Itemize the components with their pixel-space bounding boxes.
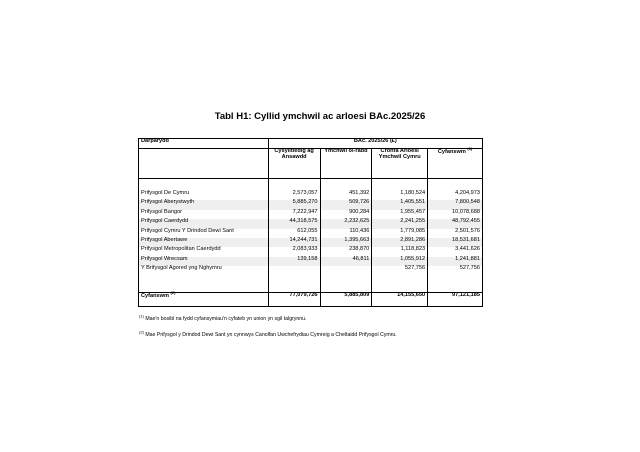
table-row: Prifysgol Caerdydd 44,318,575 2,232,625 2,241,255 48,792,455 [139, 219, 483, 228]
total-row: Cyfanswm $^{(2)}$ 77,079,726 5,885,809 14,155,650 97,121,185 [139, 292, 483, 306]
table-row: Prifysgol Metropolitan Caerdydd 2,083,933 238,870 1,118,823 3,441,626 [139, 247, 483, 256]
col-header-postgrad: Ymchwil ôl-radd [320, 149, 372, 179]
table-row: Prifysgol Wrecsam 139,158 46,811 1,055,912 1,241,881 [139, 257, 483, 266]
group-header: BAc. 2025/26 (£) [268, 139, 482, 149]
col-header-total: Cyfanswm $^{(1)}$ [428, 149, 483, 179]
table-row: Prifysgol Cymru Y Drindod Dewi Sant 612,055 110,436 1,779,085 2,501,576 [139, 229, 483, 238]
table-row: Y Brifysgol Agored yng Nghymru 527,756 527,756 [139, 266, 483, 275]
table-row: Prifysgol Aberystwyth 5,885,270 509,726 1,405,551 7,800,548 [139, 200, 483, 209]
table-row: Prifysgol Bangor 7,222,947 900,284 1,955,457 10,078,688 [139, 210, 483, 219]
table-row: Prifysgol De Cymru 2,573,057 451,392 1,180,524 4,204,973 [139, 191, 483, 200]
footnote-1: $^{(1)}$ Mae'n bosibl na fydd cyfansymiau'n cyfateb yn union yn sgil talgrynnu. [139, 313, 307, 322]
col-header-innovation: Cronfa Arloesi Ymchwil Cymru [372, 149, 428, 179]
provider-header: Darparydd [139, 139, 269, 149]
col-header-quality: Cysylltiedig ag Ansawdd [268, 149, 320, 179]
table-title: Tabl H1: Cyllid ymchwil ac arloesi BAc.2025/26 [214, 111, 426, 122]
footnote-2: $^{(2)}$ Mae Prifysgol y Drindod Dewi Sant yn cynnwys Canolfan Uwchefrydiau Cymreig a Cheltaidd Prifysgol Cymru. [139, 329, 397, 338]
funding-table [138, 138, 483, 307]
total-label: Cyfanswm $^{(2)}$ [139, 292, 269, 306]
table-row: Prifysgol Abertawe 14,244,731 1,395,663 2,891,286 18,531,681 [139, 238, 483, 247]
